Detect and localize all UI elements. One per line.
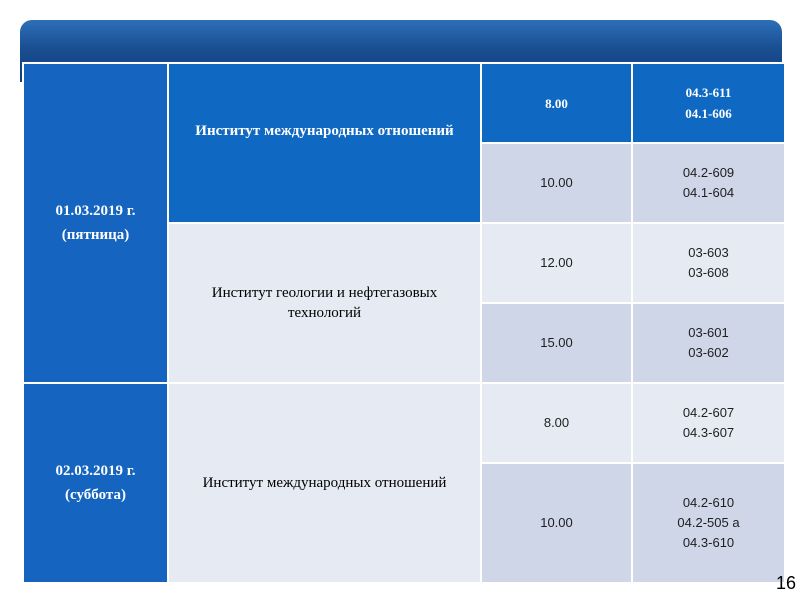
time-cell — [481, 63, 632, 143]
room-label: 04.2-505 а — [677, 515, 740, 530]
room-label: 03-602 — [688, 345, 729, 360]
table-row — [23, 63, 785, 143]
date-label: 01.03.2019 г. — [55, 203, 136, 219]
room-label: 04.1-606 — [685, 106, 732, 121]
rooms-cell — [632, 383, 785, 463]
weekday-label: (пятница) — [61, 227, 130, 243]
rooms-cell — [632, 303, 785, 383]
rooms-cell — [632, 63, 785, 143]
table-row — [23, 383, 785, 463]
room-label: 03-608 — [688, 265, 729, 280]
time-cell — [481, 143, 632, 223]
institute-name: Институт международных отношений — [195, 123, 454, 139]
rooms-cell — [632, 223, 785, 303]
date-cell-day1 — [23, 63, 168, 383]
institute-cell — [168, 63, 481, 223]
schedule-table — [22, 62, 786, 584]
time-label: 10.00 — [540, 515, 573, 530]
room-label: 04.1-604 — [682, 185, 735, 200]
time-label: 10.00 — [540, 175, 573, 190]
time-cell — [481, 383, 632, 463]
time-label: 8.00 — [543, 415, 570, 430]
time-cell — [481, 303, 632, 383]
room-label: 03-601 — [688, 325, 729, 340]
date-cell-day2 — [23, 383, 168, 583]
page-number: 16 — [775, 573, 796, 593]
time-label: 15.00 — [540, 335, 573, 350]
institute-cell — [168, 383, 481, 583]
time-cell — [481, 463, 632, 583]
room-label: 04.2-610 — [682, 495, 735, 510]
time-cell — [481, 223, 632, 303]
rooms-cell — [632, 143, 785, 223]
institute-name: Институт международных отношений — [202, 475, 447, 491]
room-label: 04.3-610 — [682, 535, 735, 550]
date-label: 02.03.2019 г. — [55, 463, 136, 479]
room-label: 04.2-607 — [682, 405, 735, 420]
room-label: 04.2-609 — [682, 165, 735, 180]
schedule-table-wrapper — [22, 62, 784, 582]
time-label: 8.00 — [545, 95, 568, 111]
room-label: 03-603 — [688, 245, 729, 260]
rooms-cell — [632, 463, 785, 583]
weekday-label: (суббота) — [65, 487, 126, 503]
institute-cell — [168, 223, 481, 383]
room-label: 04.3-607 — [682, 425, 735, 440]
room-label: 04.3-611 — [685, 85, 732, 100]
institute-name: Институт геологии и нефтегазовых технологий — [211, 285, 438, 321]
time-label: 12.00 — [540, 255, 573, 270]
